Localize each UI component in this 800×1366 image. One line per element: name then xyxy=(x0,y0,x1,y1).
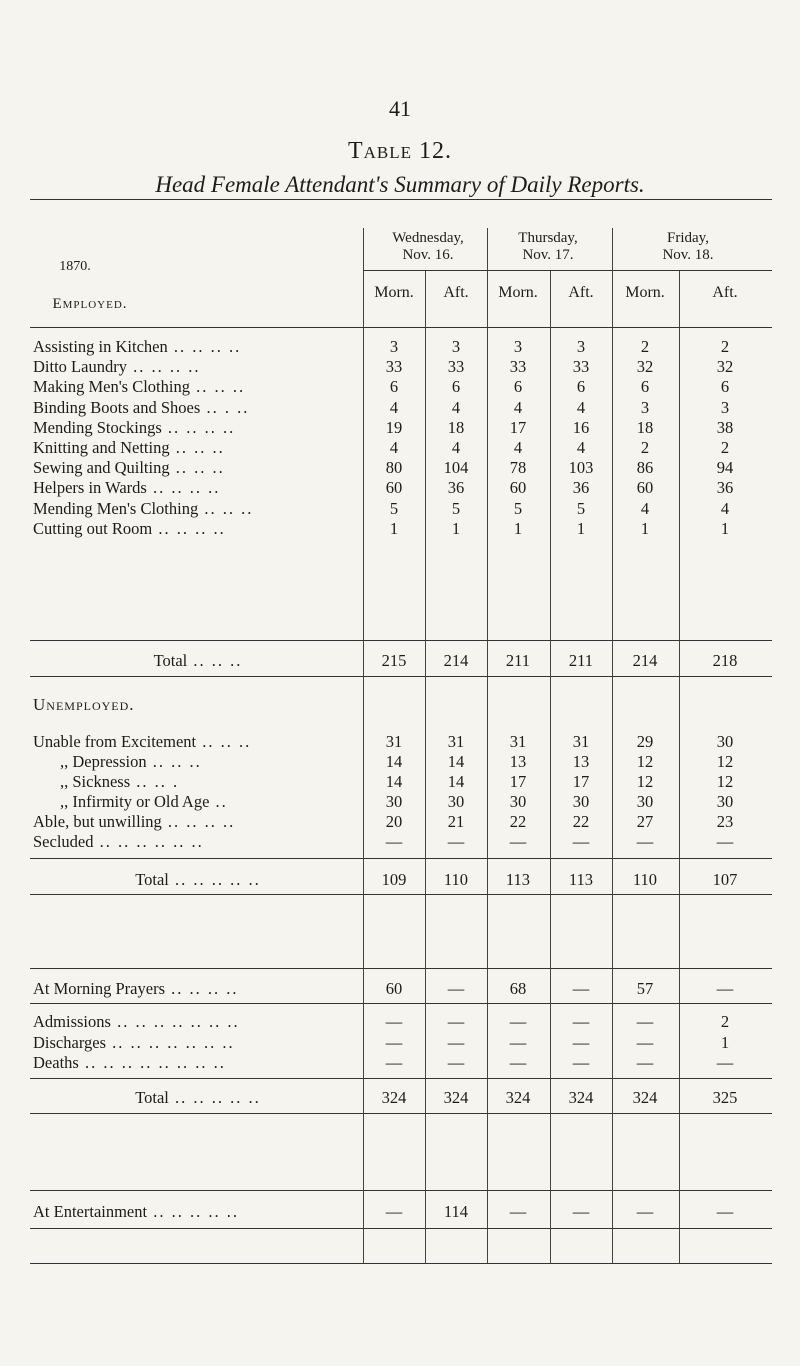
table-cell: 4 xyxy=(720,498,730,518)
table-cell: 103 xyxy=(568,458,594,478)
year-label: 1870. xyxy=(59,259,91,274)
table-cell: 36 xyxy=(447,478,465,498)
row-label xyxy=(33,870,363,890)
title-rule xyxy=(30,199,772,200)
leader-dots: .. .. .. xyxy=(146,752,202,771)
table-cell: 3 xyxy=(720,397,730,417)
day-header-thursday xyxy=(488,230,608,264)
table-cell: — xyxy=(572,1202,590,1221)
leader-dots: .. .. .. xyxy=(196,732,252,751)
table-cell: 33 xyxy=(509,357,527,377)
table-cell: 12 xyxy=(636,772,654,791)
table-cell: 6 xyxy=(640,377,650,397)
table-cell: 18 xyxy=(447,417,465,437)
table-cell: 36 xyxy=(572,478,590,498)
table-cell: 3 xyxy=(640,397,650,417)
section-rule xyxy=(30,968,772,969)
table-cell: — xyxy=(716,979,734,998)
table-cell: 6 xyxy=(513,377,523,397)
section-rule xyxy=(30,858,772,859)
leader-dots: .. . .. xyxy=(200,397,250,417)
table-cell: 60 xyxy=(636,478,654,498)
section-rule xyxy=(30,1078,772,1079)
leader-dots: .. .. . xyxy=(130,772,180,791)
day-date: Nov. 16. xyxy=(402,247,454,263)
column-header-aft: Aft. xyxy=(568,284,594,301)
table-cell: 23 xyxy=(716,812,734,831)
row-label-text: Admissions xyxy=(33,1012,111,1031)
table-cell: 110 xyxy=(443,870,469,889)
table-cell: — xyxy=(447,1032,465,1052)
row-label-text: Making Men's Clothing xyxy=(33,377,190,397)
table-cell: 324 xyxy=(443,1088,469,1107)
table-cell: — xyxy=(716,1202,734,1221)
leader-dots: .. .. .. xyxy=(169,458,225,478)
table-cell: — xyxy=(636,1053,654,1072)
column-header-aft: Aft. xyxy=(712,284,738,301)
table-cell: 33 xyxy=(447,357,465,377)
table-cell: 86 xyxy=(636,458,654,478)
table-cell: — xyxy=(572,1012,590,1031)
leader-dots: .. .. .. .. xyxy=(161,417,236,437)
column-header-aft: Aft. xyxy=(443,284,469,301)
table-cell: 68 xyxy=(509,979,527,998)
table-cell: 218 xyxy=(712,651,738,670)
row-label xyxy=(33,651,363,671)
leader-dots: .. .. .. .. .. xyxy=(147,1202,239,1221)
row-label-text: Discharges xyxy=(33,1032,107,1052)
section-rule xyxy=(30,676,772,677)
table-cell: 324 xyxy=(381,1088,407,1107)
table-cell: 4 xyxy=(389,397,399,417)
table-cell: — xyxy=(572,832,590,851)
table-cell: 114 xyxy=(443,1202,469,1221)
table-cell: 4 xyxy=(576,397,586,417)
table-cell: 324 xyxy=(505,1088,531,1107)
grid-line xyxy=(612,228,613,1263)
table-cell: 14 xyxy=(385,772,403,791)
leader-dots: .. .. .. .. .. xyxy=(168,870,261,889)
table-cell: 1 xyxy=(451,518,461,538)
table-subtitle: Head Female Attendant's Summary of Daily Reports. xyxy=(155,172,645,197)
table-cell: 110 xyxy=(632,870,658,889)
section-rule xyxy=(30,1228,772,1229)
column-header-morn: Morn. xyxy=(625,284,665,301)
table-cell: 215 xyxy=(381,651,407,670)
day-name: Thursday, xyxy=(518,230,578,246)
row-label-text: Able, but unwilling xyxy=(33,812,162,831)
row-label xyxy=(33,357,363,377)
table-cell: 30 xyxy=(447,792,465,811)
page-number: 41 xyxy=(389,96,411,121)
section-rule xyxy=(30,1113,772,1114)
row-label-text: Binding Boots and Shoes xyxy=(33,397,201,417)
row-label-text: Unable from Excitement xyxy=(33,732,197,751)
row-label xyxy=(33,732,363,752)
table-cell: 22 xyxy=(509,812,527,831)
table-cell: — xyxy=(385,832,403,851)
table-cell: 29 xyxy=(636,732,654,751)
row-label xyxy=(33,377,363,397)
table-cell: 16 xyxy=(572,417,590,437)
table-cell: 30 xyxy=(716,732,734,751)
row-label-text: ,, Infirmity or Old Age xyxy=(60,792,210,811)
table-title: Table 12. xyxy=(347,138,453,164)
table-cell: 38 xyxy=(716,417,734,437)
day-name: Friday, xyxy=(667,230,709,246)
table-cell: — xyxy=(385,1012,403,1031)
row-label xyxy=(33,1053,363,1073)
table-cell: 78 xyxy=(509,458,527,478)
row-label xyxy=(60,752,390,772)
column-header-morn: Morn. xyxy=(374,284,414,301)
row-label xyxy=(33,832,363,852)
table-cell: — xyxy=(509,1202,527,1221)
table-cell: 1 xyxy=(389,518,399,538)
row-label xyxy=(33,458,363,478)
leader-dots: .. .. .. .. xyxy=(167,337,242,356)
table-cell: — xyxy=(716,832,734,851)
section-rule xyxy=(30,1003,772,1004)
table-cell: 30 xyxy=(509,792,527,811)
table-cell: 104 xyxy=(443,458,469,478)
table-cell: 113 xyxy=(568,870,594,889)
leader-dots: .. .. .. .. .. .. .. xyxy=(110,1012,240,1031)
table-cell: 211 xyxy=(568,651,594,670)
table-cell: — xyxy=(636,1032,654,1052)
table-cell: 113 xyxy=(505,870,531,889)
table-cell: 5 xyxy=(513,498,523,518)
table-cell: 20 xyxy=(385,812,403,831)
table-cell: 12 xyxy=(716,752,734,771)
section-rule xyxy=(30,327,772,328)
table-cell: 13 xyxy=(509,752,527,771)
table-cell: — xyxy=(509,1012,527,1031)
table-cell: 4 xyxy=(451,438,461,457)
table-cell: 31 xyxy=(509,732,527,751)
table-cell: — xyxy=(716,1053,734,1072)
table-cell: 6 xyxy=(576,377,586,397)
row-label xyxy=(33,812,363,832)
table-cell: — xyxy=(447,1012,465,1031)
leader-dots: .. .. .. .. .. xyxy=(168,1088,261,1107)
section-rule xyxy=(30,894,772,895)
table-cell: — xyxy=(572,1032,590,1052)
table-cell: 2 xyxy=(720,1012,730,1031)
table-cell: 18 xyxy=(636,417,654,437)
table-cell: 22 xyxy=(572,812,590,831)
table-cell: 94 xyxy=(716,458,734,478)
table-cell: 31 xyxy=(447,732,465,751)
table-cell: — xyxy=(385,1202,403,1221)
table-cell: 32 xyxy=(716,357,734,377)
table-cell: — xyxy=(636,832,654,851)
table-cell: 5 xyxy=(389,498,399,518)
table-cell: 30 xyxy=(636,792,654,811)
leader-dots: .. .. .. xyxy=(169,438,225,457)
table-cell: 27 xyxy=(636,812,654,831)
table-cell: — xyxy=(636,1202,654,1221)
table-cell: 1 xyxy=(720,1032,730,1052)
table-cell: 14 xyxy=(447,752,465,771)
leader-dots: .. .. .. .. xyxy=(152,518,226,538)
row-label-text: ,, Sickness xyxy=(60,772,131,791)
row-label xyxy=(33,1012,363,1032)
table-cell: 1 xyxy=(640,518,650,538)
table-cell: 107 xyxy=(712,870,738,889)
row-label-text: Helpers in Wards xyxy=(33,478,147,498)
leader-dots: .. .. .. .. .. .. xyxy=(93,832,204,851)
row-label-text: Mending Men's Clothing xyxy=(33,498,199,518)
grid-line xyxy=(363,270,772,271)
leader-dots: .. .. .. .. xyxy=(126,357,201,377)
row-label xyxy=(33,979,363,999)
table-cell: 14 xyxy=(385,752,403,771)
row-label xyxy=(60,792,390,812)
table-cell: 36 xyxy=(716,478,734,498)
table-cell: 1 xyxy=(576,518,586,538)
table-cell: 6 xyxy=(451,377,461,397)
table-cell: 3 xyxy=(451,337,461,356)
row-label-text: Total xyxy=(135,1088,169,1107)
table-cell: 17 xyxy=(572,772,590,791)
table-cell: 3 xyxy=(576,337,586,356)
table-cell: 2 xyxy=(640,438,650,457)
table-cell: 14 xyxy=(447,772,465,791)
table-cell: — xyxy=(509,1032,527,1052)
table-cell: 214 xyxy=(443,651,469,670)
table-cell: 13 xyxy=(572,752,590,771)
section-rule xyxy=(30,1263,772,1264)
table-cell: — xyxy=(636,1012,654,1031)
table-cell: 214 xyxy=(632,651,658,670)
section-rule xyxy=(30,640,772,641)
table-cell: — xyxy=(447,1053,465,1072)
leader-dots: .. .. .. xyxy=(198,498,254,518)
row-label xyxy=(33,398,363,418)
column-header-morn: Morn. xyxy=(498,284,538,301)
table-cell: — xyxy=(385,1032,403,1052)
table-cell: 6 xyxy=(389,377,399,397)
row-label xyxy=(33,478,363,498)
row-label-text: Ditto Laundry xyxy=(33,357,127,377)
table-cell: 4 xyxy=(513,438,523,457)
row-label-text: Deaths xyxy=(33,1053,79,1072)
table-cell: 325 xyxy=(712,1088,738,1107)
table-cell: 60 xyxy=(385,478,403,498)
table-cell: 60 xyxy=(509,478,527,498)
row-label xyxy=(33,438,363,458)
day-header-friday xyxy=(608,230,768,264)
leader-dots: .. .. .. .. xyxy=(146,478,221,498)
table-cell: 2 xyxy=(640,337,650,356)
table-cell: 5 xyxy=(451,498,461,518)
leader-dots: .. .. .. xyxy=(189,377,246,397)
table-cell: 33 xyxy=(572,357,590,377)
employed-header: Employed. xyxy=(52,296,128,312)
row-label xyxy=(33,1033,363,1053)
table-cell: 30 xyxy=(385,792,403,811)
row-label-text: Knitting and Netting xyxy=(33,438,170,457)
row-label-text: Secluded xyxy=(33,832,94,851)
table-cell: — xyxy=(447,979,465,998)
row-label xyxy=(33,1088,363,1108)
row-label xyxy=(60,772,390,792)
table-cell: 12 xyxy=(636,752,654,771)
table-cell: 12 xyxy=(716,772,734,791)
row-label-text: At Morning Prayers xyxy=(33,979,165,998)
table-cell: 57 xyxy=(636,979,654,998)
leader-dots: .. xyxy=(209,792,228,811)
table-cell: 3 xyxy=(389,337,399,356)
table-cell: 60 xyxy=(385,979,403,998)
table-cell: — xyxy=(509,1053,527,1072)
table-cell: 4 xyxy=(451,397,461,417)
day-header-wednesday xyxy=(368,230,488,264)
table-cell: 17 xyxy=(509,772,527,791)
row-label-text: Cutting out Room xyxy=(33,518,153,538)
table-cell: 211 xyxy=(505,651,531,670)
section-rule xyxy=(30,1190,772,1191)
row-label xyxy=(33,1202,363,1222)
row-label-text: Sewing and Quilting xyxy=(33,458,170,478)
table-cell: — xyxy=(447,832,465,851)
grid-line xyxy=(679,270,680,1263)
table-cell: 30 xyxy=(572,792,590,811)
table-cell: 31 xyxy=(385,732,403,751)
table-cell: 2 xyxy=(720,337,730,356)
table-cell: 17 xyxy=(509,417,527,437)
row-label xyxy=(33,519,363,539)
table-cell: 324 xyxy=(568,1088,594,1107)
table-cell: 324 xyxy=(632,1088,658,1107)
table-cell: 19 xyxy=(385,417,403,437)
table-cell: 4 xyxy=(576,438,586,457)
table-cell: 5 xyxy=(576,498,586,518)
table-cell: 33 xyxy=(385,357,403,377)
row-label-text: Mending Stockings xyxy=(33,417,162,437)
day-date: Nov. 17. xyxy=(522,247,574,263)
table-cell: 3 xyxy=(513,337,523,356)
table-cell: — xyxy=(572,979,590,998)
table-cell: 4 xyxy=(513,397,523,417)
row-label-text: Assisting in Kitchen xyxy=(33,337,168,356)
leader-dots: .. .. .. .. xyxy=(161,812,236,831)
table-cell: 4 xyxy=(389,438,399,457)
day-date: Nov. 18. xyxy=(662,247,714,263)
table-cell: 32 xyxy=(636,357,654,377)
row-label-text: ,, Depression xyxy=(60,752,147,771)
table-cell: 80 xyxy=(385,458,403,478)
table-cell: 21 xyxy=(447,812,465,831)
row-label xyxy=(33,499,363,519)
row-label-text: Total xyxy=(135,870,169,889)
row-label xyxy=(33,337,363,357)
table-cell: 4 xyxy=(640,498,650,518)
table-cell: 1 xyxy=(720,518,730,538)
table-cell: 6 xyxy=(720,377,730,397)
leader-dots: .. .. .. .. .. .. .. .. xyxy=(78,1053,226,1072)
leader-dots: .. .. .. xyxy=(187,651,243,670)
table-cell: — xyxy=(509,832,527,851)
table-cell: 109 xyxy=(381,870,407,889)
row-label-text: Total xyxy=(153,651,188,670)
table-cell: 1 xyxy=(513,518,523,538)
leader-dots: .. .. .. .. xyxy=(164,979,239,998)
table-cell: 30 xyxy=(716,792,734,811)
table-cell: 2 xyxy=(720,438,730,457)
table-cell: 31 xyxy=(572,732,590,751)
table-cell: — xyxy=(385,1053,403,1072)
day-name: Wednesday, xyxy=(392,230,464,246)
unemployed-heading: Unemployed. xyxy=(33,695,135,714)
row-label-text: At Entertainment xyxy=(33,1202,148,1221)
leader-dots: .. .. .. .. .. .. .. xyxy=(106,1032,235,1052)
table-cell: — xyxy=(572,1053,590,1072)
row-label xyxy=(33,418,363,438)
